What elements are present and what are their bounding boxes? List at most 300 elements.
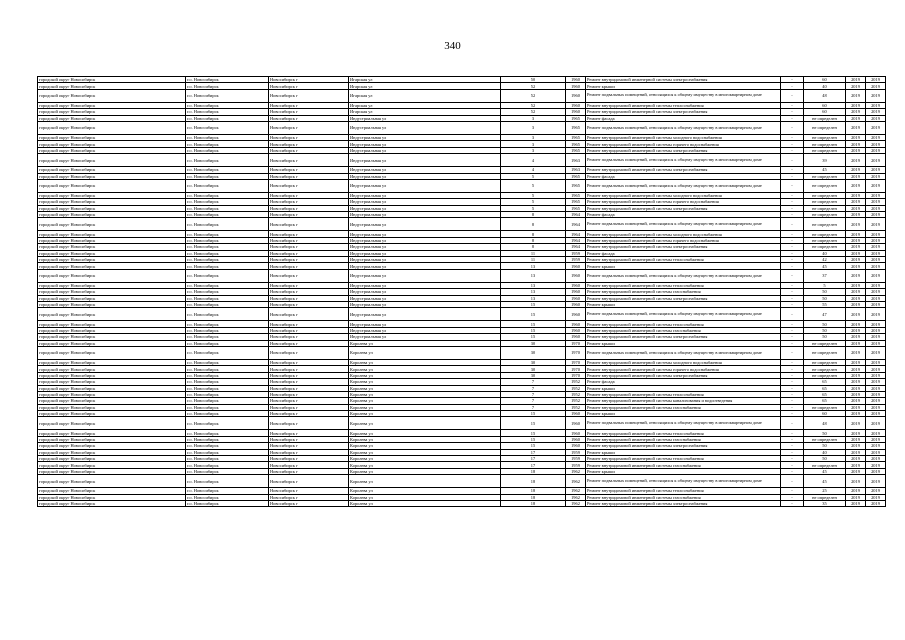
plan-year-end-cell: 2019: [866, 192, 886, 198]
settlement-cell: г.о. Новосибирск: [186, 179, 269, 192]
settlement-cell: г.о. Новосибирск: [186, 436, 269, 442]
municipality-cell: городской округ Новосибирск: [38, 89, 186, 102]
table-row: [38, 417, 886, 430]
plan-year-start-cell: 2019: [846, 147, 866, 153]
municipality-cell: городской округ Новосибирск: [38, 301, 186, 307]
value-cell: 47: [804, 308, 846, 321]
dash-cell: -: [781, 327, 804, 333]
municipality-cell: городской округ Новосибирск: [38, 109, 186, 115]
settlement-cell: г.о. Новосибирск: [186, 205, 269, 211]
municipality-cell: городской округ Новосибирск: [38, 488, 186, 494]
settlement-cell: г.о. Новосибирск: [186, 475, 269, 488]
dash-cell: -: [781, 141, 804, 147]
settlement-cell: г.о. Новосибирск: [186, 500, 269, 506]
street-cell: Индустриальная ул: [349, 334, 501, 340]
street-cell: Королева ул: [349, 359, 501, 365]
year-built-cell: 1970: [566, 366, 586, 372]
street-cell: Игарская ул: [349, 109, 501, 115]
plan-year-start-cell: 2019: [846, 109, 866, 115]
city-cell: Новосибирск г: [269, 289, 349, 295]
city-cell: Новосибирск г: [269, 430, 349, 436]
plan-year-start-cell: 2019: [846, 443, 866, 449]
plan-year-end-cell: 2019: [866, 263, 886, 269]
municipality-cell: городской округ Новосибирск: [38, 212, 186, 218]
work-type-cell: Ремонт внутридомовой инженерной системы электроснабжения: [586, 295, 781, 301]
municipality-cell: городской округ Новосибирск: [38, 379, 186, 385]
settlement-cell: г.о. Новосибирск: [186, 121, 269, 134]
street-cell: Индустриальная ул: [349, 308, 501, 321]
value-cell: не определен: [804, 218, 846, 231]
dash-cell: -: [781, 263, 804, 269]
value-cell: 50: [804, 443, 846, 449]
value-cell: 39: [804, 154, 846, 167]
plan-year-start-cell: 2019: [846, 282, 866, 288]
value-cell: не определен: [804, 141, 846, 147]
work-type-cell: Ремонт внутридомовой инженерной системы газоснабжения: [586, 436, 781, 442]
city-cell: Новосибирск г: [269, 192, 349, 198]
plan-year-end-cell: 2019: [866, 205, 886, 211]
plan-year-end-cell: 2019: [866, 289, 886, 295]
municipality-cell: городской округ Новосибирск: [38, 250, 186, 256]
dash-cell: -: [781, 257, 804, 263]
year-built-cell: 1952: [566, 379, 586, 385]
work-type-cell: Ремонт подвальных помещений, относящихся к общему имуществу в многоквартирном доме: [586, 308, 781, 321]
settlement-cell: г.о. Новосибирск: [186, 398, 269, 404]
settlement-cell: г.о. Новосибирск: [186, 257, 269, 263]
street-cell: Индустриальная ул: [349, 244, 501, 250]
table-row: [38, 269, 886, 282]
value-cell: не определен: [804, 231, 846, 237]
city-cell: Новосибирск г: [269, 340, 349, 346]
street-cell: Королева ул: [349, 379, 501, 385]
municipality-cell: городской округ Новосибирск: [38, 115, 186, 121]
settlement-cell: г.о. Новосибирск: [186, 237, 269, 243]
settlement-cell: г.о. Новосибирск: [186, 379, 269, 385]
dash-cell: -: [781, 346, 804, 359]
city-cell: Новосибирск г: [269, 385, 349, 391]
street-cell: Индустриальная ул: [349, 154, 501, 167]
plan-year-end-cell: 2019: [866, 147, 886, 153]
house-cell: 18: [501, 468, 566, 474]
work-type-cell: Ремонт подвальных помещений, относящихся к общему имуществу в многоквартирном доме: [586, 154, 781, 167]
year-built-cell: 1952: [566, 391, 586, 397]
municipality-cell: городской округ Новосибирск: [38, 500, 186, 506]
dash-cell: -: [781, 109, 804, 115]
city-cell: Новосибирск г: [269, 295, 349, 301]
work-type-cell: Ремонт фасада: [586, 173, 781, 179]
plan-year-start-cell: 2019: [846, 121, 866, 134]
work-type-cell: Ремонт крыши: [586, 385, 781, 391]
plan-year-end-cell: 2019: [866, 282, 886, 288]
year-built-cell: 1952: [566, 398, 586, 404]
house-cell: 8: [501, 237, 566, 243]
settlement-cell: г.о. Новосибирск: [186, 147, 269, 153]
city-cell: Новосибирск г: [269, 212, 349, 218]
value-cell: 45: [804, 167, 846, 173]
year-built-cell: 1960: [566, 295, 586, 301]
municipality-cell: городской округ Новосибирск: [38, 83, 186, 89]
value-cell: 50: [804, 334, 846, 340]
year-built-cell: 1960: [566, 269, 586, 282]
municipality-cell: городской округ Новосибирск: [38, 334, 186, 340]
year-built-cell: 1952: [566, 404, 586, 410]
settlement-cell: г.о. Новосибирск: [186, 462, 269, 468]
settlement-cell: г.о. Новосибирск: [186, 244, 269, 250]
street-cell: Королева ул: [349, 468, 501, 474]
dash-cell: -: [781, 488, 804, 494]
plan-year-end-cell: 2019: [866, 308, 886, 321]
value-cell: 35: [804, 500, 846, 506]
plan-year-end-cell: 2019: [866, 154, 886, 167]
city-cell: Новосибирск г: [269, 417, 349, 430]
plan-year-end-cell: 2019: [866, 391, 886, 397]
city-cell: Новосибирск г: [269, 308, 349, 321]
street-cell: Королева ул: [349, 500, 501, 506]
work-type-cell: Ремонт внутридомовой инженерной системы газоснабжения: [586, 327, 781, 333]
year-built-cell: 1959: [566, 462, 586, 468]
plan-year-end-cell: 2019: [866, 488, 886, 494]
settlement-cell: г.о. Новосибирск: [186, 173, 269, 179]
value-cell: 45: [804, 468, 846, 474]
plan-year-start-cell: 2019: [846, 456, 866, 462]
work-type-cell: Ремонт внутридомовой инженерной системы электроснабжения: [586, 167, 781, 173]
house-cell: 15: [501, 436, 566, 442]
house-cell: 52: [501, 89, 566, 102]
plan-year-end-cell: 2019: [866, 89, 886, 102]
settlement-cell: г.о. Новосибирск: [186, 404, 269, 410]
work-type-cell: Ремонт внутридомовой инженерной системы электроснабжения: [586, 147, 781, 153]
street-cell: Игарская ул: [349, 77, 501, 83]
year-built-cell: 1962: [566, 500, 586, 506]
city-cell: Новосибирск г: [269, 244, 349, 250]
house-cell: 8: [501, 244, 566, 250]
year-built-cell: 1964: [566, 212, 586, 218]
dash-cell: -: [781, 430, 804, 436]
municipality-cell: городской округ Новосибирск: [38, 404, 186, 410]
work-type-cell: Ремонт внутридомовой инженерной системы горячего водоснабжения: [586, 366, 781, 372]
plan-year-end-cell: 2019: [866, 456, 886, 462]
year-built-cell: 1964: [566, 218, 586, 231]
settlement-cell: г.о. Новосибирск: [186, 77, 269, 83]
plan-year-end-cell: 2019: [866, 443, 886, 449]
plan-year-start-cell: 2019: [846, 301, 866, 307]
work-type-cell: Ремонт внутридомовой инженерной системы холодного водоснабжения: [586, 192, 781, 198]
city-cell: Новосибирск г: [269, 468, 349, 474]
settlement-cell: г.о. Новосибирск: [186, 263, 269, 269]
plan-year-start-cell: 2019: [846, 83, 866, 89]
municipality-cell: городской округ Новосибирск: [38, 462, 186, 468]
house-cell: 8: [501, 218, 566, 231]
settlement-cell: г.о. Новосибирск: [186, 308, 269, 321]
house-cell: 15: [501, 301, 566, 307]
value-cell: 50: [804, 456, 846, 462]
street-cell: Индустриальная ул: [349, 327, 501, 333]
work-type-cell: Ремонт фасада: [586, 115, 781, 121]
work-type-cell: Ремонт подвальных помещений, относящихся к общему имуществу в многоквартирном доме: [586, 218, 781, 231]
house-cell: 7: [501, 404, 566, 410]
municipality-cell: городской округ Новосибирск: [38, 192, 186, 198]
dash-cell: -: [781, 173, 804, 179]
street-cell: Индустриальная ул: [349, 134, 501, 140]
dash-cell: -: [781, 475, 804, 488]
house-cell: 7: [501, 385, 566, 391]
city-cell: Новосибирск г: [269, 83, 349, 89]
plan-year-start-cell: 2019: [846, 173, 866, 179]
plan-year-start-cell: 2019: [846, 488, 866, 494]
city-cell: Новосибирск г: [269, 154, 349, 167]
year-built-cell: 1959: [566, 449, 586, 455]
dash-cell: -: [781, 115, 804, 121]
dash-cell: -: [781, 411, 804, 417]
year-built-cell: 1965: [566, 199, 586, 205]
plan-year-end-cell: 2019: [866, 179, 886, 192]
settlement-cell: г.о. Новосибирск: [186, 372, 269, 378]
year-built-cell: 1959: [566, 250, 586, 256]
municipality-cell: городской округ Новосибирск: [38, 147, 186, 153]
street-cell: Индустриальная ул: [349, 147, 501, 153]
settlement-cell: г.о. Новосибирск: [186, 417, 269, 430]
house-cell: 18: [501, 500, 566, 506]
work-type-cell: Ремонт внутридомовой инженерной системы холодного водоснабжения: [586, 359, 781, 365]
plan-year-start-cell: 2019: [846, 102, 866, 108]
year-built-cell: 1960: [566, 411, 586, 417]
plan-year-end-cell: 2019: [866, 199, 886, 205]
value-cell: 65: [804, 385, 846, 391]
work-type-cell: Ремонт внутридомовой инженерной системы газоснабжения: [586, 462, 781, 468]
municipality-cell: городской округ Новосибирск: [38, 327, 186, 333]
plan-year-start-cell: 2019: [846, 379, 866, 385]
dash-cell: -: [781, 77, 804, 83]
work-type-cell: Ремонт внутридомовой инженерной системы теплоснабжения: [586, 430, 781, 436]
year-built-cell: 1960: [566, 443, 586, 449]
street-cell: Индустриальная ул: [349, 205, 501, 211]
year-built-cell: 1960: [566, 83, 586, 89]
value-cell: не определен: [804, 462, 846, 468]
work-type-cell: Ремонт крыши: [586, 449, 781, 455]
value-cell: 55: [804, 301, 846, 307]
work-type-cell: Ремонт внутридомовой инженерной системы электроснабжения: [586, 109, 781, 115]
table-row: [38, 121, 886, 134]
house-cell: 8: [501, 212, 566, 218]
house-cell: 30: [501, 346, 566, 359]
value-cell: 65: [804, 391, 846, 397]
value-cell: не определен: [804, 179, 846, 192]
street-cell: Королева ул: [349, 366, 501, 372]
municipality-cell: городской округ Новосибирск: [38, 456, 186, 462]
plan-year-start-cell: 2019: [846, 218, 866, 231]
settlement-cell: г.о. Новосибирск: [186, 115, 269, 121]
repair-register-table: [37, 76, 886, 507]
municipality-cell: городской округ Новосибирск: [38, 263, 186, 269]
value-cell: 65: [804, 379, 846, 385]
dash-cell: -: [781, 237, 804, 243]
year-built-cell: 1960: [566, 109, 586, 115]
year-built-cell: 1960: [566, 263, 586, 269]
street-cell: Королева ул: [349, 411, 501, 417]
plan-year-end-cell: 2019: [866, 366, 886, 372]
municipality-cell: городской округ Новосибирск: [38, 340, 186, 346]
plan-year-start-cell: 2019: [846, 269, 866, 282]
street-cell: Королева ул: [349, 488, 501, 494]
municipality-cell: городской округ Новосибирск: [38, 237, 186, 243]
plan-year-end-cell: 2019: [866, 218, 886, 231]
dash-cell: -: [781, 468, 804, 474]
street-cell: Королева ул: [349, 430, 501, 436]
city-cell: Новосибирск г: [269, 121, 349, 134]
settlement-cell: г.о. Новосибирск: [186, 468, 269, 474]
street-cell: Индустриальная ул: [349, 173, 501, 179]
city-cell: Новосибирск г: [269, 147, 349, 153]
plan-year-start-cell: 2019: [846, 141, 866, 147]
settlement-cell: г.о. Новосибирск: [186, 109, 269, 115]
plan-year-end-cell: 2019: [866, 411, 886, 417]
municipality-cell: городской округ Новосибирск: [38, 398, 186, 404]
plan-year-start-cell: 2019: [846, 391, 866, 397]
plan-year-start-cell: 2019: [846, 449, 866, 455]
value-cell: 45: [804, 263, 846, 269]
house-cell: 30: [501, 359, 566, 365]
house-cell: 15: [501, 327, 566, 333]
plan-year-end-cell: 2019: [866, 244, 886, 250]
dash-cell: -: [781, 366, 804, 372]
plan-year-end-cell: 2019: [866, 385, 886, 391]
year-built-cell: 1965: [566, 121, 586, 134]
municipality-cell: городской округ Новосибирск: [38, 167, 186, 173]
year-built-cell: 1962: [566, 494, 586, 500]
plan-year-start-cell: 2019: [846, 404, 866, 410]
value-cell: не определен: [804, 147, 846, 153]
work-type-cell: Ремонт внутридомовой инженерной системы теплоснабжения: [586, 257, 781, 263]
plan-year-start-cell: 2019: [846, 250, 866, 256]
year-built-cell: 1963: [566, 167, 586, 173]
work-type-cell: Ремонт крыши: [586, 83, 781, 89]
street-cell: Индустриальная ул: [349, 257, 501, 263]
settlement-cell: г.о. Новосибирск: [186, 494, 269, 500]
municipality-cell: городской округ Новосибирск: [38, 205, 186, 211]
city-cell: Новосибирск г: [269, 205, 349, 211]
dash-cell: -: [781, 199, 804, 205]
plan-year-end-cell: 2019: [866, 500, 886, 506]
value-cell: 40: [804, 250, 846, 256]
settlement-cell: г.о. Новосибирск: [186, 199, 269, 205]
street-cell: Королева ул: [349, 475, 501, 488]
plan-year-end-cell: 2019: [866, 404, 886, 410]
street-cell: Игарская ул: [349, 83, 501, 89]
dash-cell: -: [781, 89, 804, 102]
plan-year-start-cell: 2019: [846, 327, 866, 333]
settlement-cell: г.о. Новосибирск: [186, 282, 269, 288]
municipality-cell: городской округ Новосибирск: [38, 443, 186, 449]
municipality-cell: городской округ Новосибирск: [38, 449, 186, 455]
dash-cell: -: [781, 443, 804, 449]
house-cell: 15: [501, 417, 566, 430]
work-type-cell: Ремонт внутридомовой инженерной системы теплоснабжения: [586, 102, 781, 108]
dash-cell: -: [781, 385, 804, 391]
municipality-cell: городской округ Новосибирск: [38, 77, 186, 83]
settlement-cell: г.о. Новосибирск: [186, 340, 269, 346]
dash-cell: -: [781, 417, 804, 430]
plan-year-start-cell: 2019: [846, 417, 866, 430]
street-cell: Королева ул: [349, 436, 501, 442]
plan-year-end-cell: 2019: [866, 462, 886, 468]
dash-cell: -: [781, 282, 804, 288]
work-type-cell: Ремонт внутридомовой инженерной системы электроснабжения: [586, 77, 781, 83]
street-cell: Индустриальная ул: [349, 231, 501, 237]
municipality-cell: городской округ Новосибирск: [38, 385, 186, 391]
plan-year-start-cell: 2019: [846, 359, 866, 365]
city-cell: Новосибирск г: [269, 411, 349, 417]
plan-year-start-cell: 2019: [846, 77, 866, 83]
plan-year-start-cell: 2019: [846, 462, 866, 468]
dash-cell: -: [781, 500, 804, 506]
street-cell: Индустриальная ул: [349, 218, 501, 231]
settlement-cell: г.о. Новосибирск: [186, 334, 269, 340]
street-cell: Королева ул: [349, 346, 501, 359]
settlement-cell: г.о. Новосибирск: [186, 295, 269, 301]
value-cell: не определен: [804, 494, 846, 500]
municipality-cell: городской округ Новосибирск: [38, 475, 186, 488]
value-cell: не определен: [804, 237, 846, 243]
dash-cell: -: [781, 391, 804, 397]
municipality-cell: городской округ Новосибирск: [38, 257, 186, 263]
city-cell: Новосибирск г: [269, 218, 349, 231]
plan-year-end-cell: 2019: [866, 494, 886, 500]
table-body: [38, 77, 886, 507]
value-cell: не определен: [804, 173, 846, 179]
year-built-cell: 1959: [566, 456, 586, 462]
work-type-cell: Ремонт внутридомовой инженерной системы горячего водоснабжения: [586, 199, 781, 205]
year-built-cell: 1960: [566, 77, 586, 83]
work-type-cell: Ремонт подвальных помещений, относящихся к общему имуществу в многоквартирном доме: [586, 121, 781, 134]
house-cell: 18: [501, 488, 566, 494]
house-cell: 7: [501, 391, 566, 397]
plan-year-start-cell: 2019: [846, 385, 866, 391]
value-cell: не определен: [804, 134, 846, 140]
plan-year-end-cell: 2019: [866, 301, 886, 307]
value-cell: не определен: [804, 346, 846, 359]
plan-year-end-cell: 2019: [866, 449, 886, 455]
plan-year-end-cell: 2019: [866, 115, 886, 121]
plan-year-start-cell: 2019: [846, 205, 866, 211]
street-cell: Индустриальная ул: [349, 192, 501, 198]
table-row: [38, 500, 886, 506]
street-cell: Индустриальная ул: [349, 115, 501, 121]
house-cell: 30: [501, 366, 566, 372]
plan-year-end-cell: 2019: [866, 295, 886, 301]
dash-cell: -: [781, 154, 804, 167]
street-cell: Королева ул: [349, 462, 501, 468]
house-cell: 50: [501, 77, 566, 83]
work-type-cell: Ремонт внутридомовой инженерной системы теплоснабжения: [586, 321, 781, 327]
work-type-cell: Ремонт внутридомовой инженерной системы электроснабжения: [586, 372, 781, 378]
house-cell: 30: [501, 372, 566, 378]
year-built-cell: 1960: [566, 282, 586, 288]
value-cell: не определен: [804, 340, 846, 346]
city-cell: Новосибирск г: [269, 141, 349, 147]
work-type-cell: Ремонт внутридомовой инженерной системы электроснабжения: [586, 334, 781, 340]
value-cell: 60: [804, 77, 846, 83]
settlement-cell: г.о. Новосибирск: [186, 141, 269, 147]
work-type-cell: Ремонт внутридомовой инженерной системы газоснабжения: [586, 494, 781, 500]
city-cell: Новосибирск г: [269, 391, 349, 397]
plan-year-end-cell: 2019: [866, 231, 886, 237]
dash-cell: -: [781, 231, 804, 237]
settlement-cell: г.о. Новосибирск: [186, 359, 269, 365]
value-cell: 48: [804, 89, 846, 102]
settlement-cell: г.о. Новосибирск: [186, 346, 269, 359]
dash-cell: -: [781, 359, 804, 365]
plan-year-start-cell: 2019: [846, 289, 866, 295]
